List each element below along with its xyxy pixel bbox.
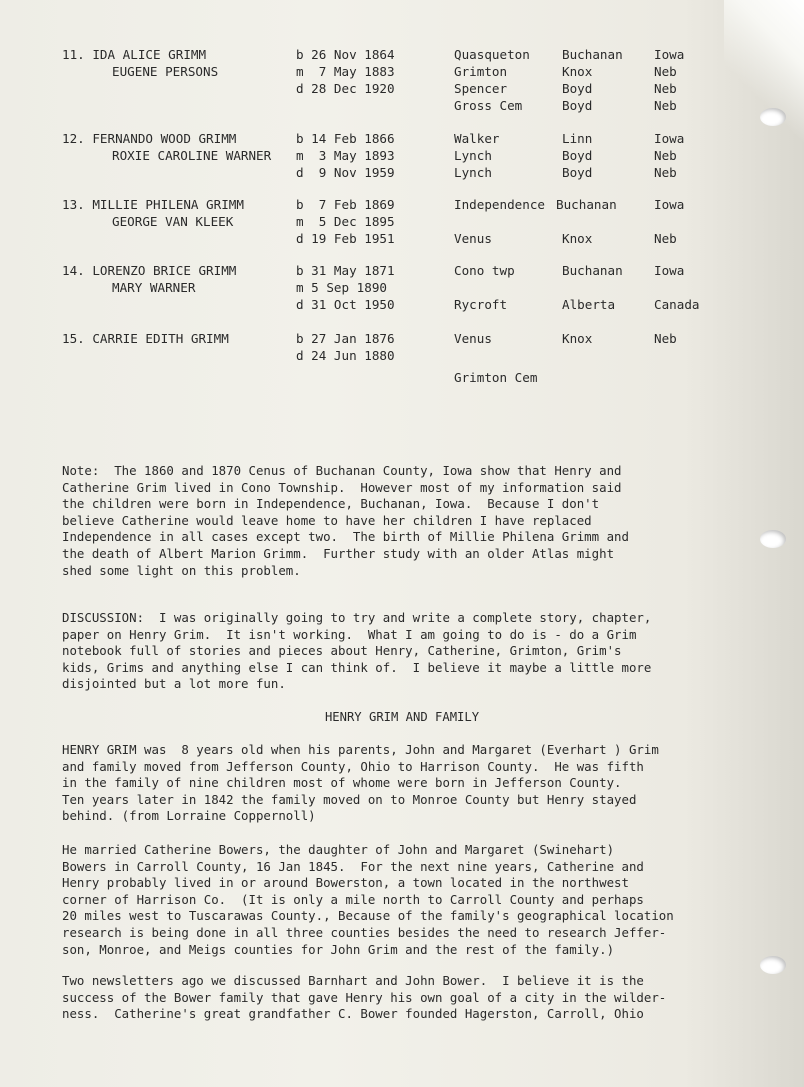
henry-paragraph-2: He married Catherine Bowers, the daughter of John and Margaret (Swinehart) Bowers in Carroll County, 16 Jan 1845. For the next nine years, Catherine and Henry probably lived in or around Bowerston, a town located in the northwest corner of Harrison Co. (It is only a mile north to Carroll County and perhaps 20 miles west to Tuscarawas County., Because of the family's geographical location research is being done in all three counties besides the need to research Jeffer- son, Monroe, and Meigs counties for John Grim and the rest of the family.)	[62, 842, 674, 957]
entry-name: 15. CARRIE EDITH GRIMM	[62, 331, 229, 346]
entry-place: Independence	[454, 197, 545, 212]
entry-county: Boyd	[562, 81, 593, 96]
entry-name: ROXIE CAROLINE WARNER	[112, 148, 272, 163]
entry-event: b 27 Jan 1876	[296, 331, 395, 346]
page-corner-curl	[724, 0, 804, 160]
entry-place: Grimton	[454, 64, 508, 79]
entry-event: d 28 Dec 1920	[296, 81, 395, 96]
entry-name: 12. FERNANDO WOOD GRIMM	[62, 131, 237, 146]
entry-place: Rycroft	[454, 297, 508, 312]
entry-place: Walker	[454, 131, 500, 146]
entry-state: Canada	[654, 297, 700, 312]
entry-county: Knox	[562, 231, 593, 246]
entry-name: 14. LORENZO BRICE GRIMM	[62, 263, 237, 278]
henry-paragraph-1: HENRY GRIM was 8 years old when his parents, John and Margaret (Everhart ) Grim and family moved from Jefferson County, Ohio to Harrison County. He was fifth in the family of nine children most of whome were born in Jefferson County. Ten years later in 1842 the family moved on to Monroe County but Henry stayed behind. (from Lorraine Coppernoll)	[62, 742, 659, 824]
binder-hole-bottom	[760, 956, 786, 974]
entry-event: b 31 May 1871	[296, 263, 395, 278]
entry-state: Iowa	[654, 131, 685, 146]
entry-county: Alberta	[562, 297, 616, 312]
entry-name: 11. IDA ALICE GRIMM	[62, 47, 207, 62]
entry-county: Knox	[562, 64, 593, 79]
entry-state: Neb	[654, 331, 677, 346]
entry-event: d 19 Feb 1951	[296, 231, 395, 246]
entry-county: Boyd	[562, 98, 593, 113]
henry-paragraph-3: Two newsletters ago we discussed Barnhart and John Bower. I believe it is the success of the Bower family that gave Henry his own goal of a city in the wilder- ness. Catherine's great grandfather C. Bower founded Hagerston, Carroll, Ohio	[62, 973, 667, 1022]
entry-place: Cono twp	[454, 263, 515, 278]
entry-event: d 24 Jun 1880	[296, 348, 395, 363]
entry-state: Neb	[654, 231, 677, 246]
entry-event: b 7 Feb 1869	[296, 197, 395, 212]
entry-state: Neb	[654, 64, 677, 79]
entry-event: m 5 Dec 1895	[296, 214, 395, 229]
entry-state: Iowa	[654, 263, 685, 278]
entry-event: b 14 Feb 1866	[296, 131, 395, 146]
entry-state: Neb	[654, 98, 677, 113]
binder-hole-top	[760, 108, 786, 126]
section-heading: HENRY GRIM AND FAMILY	[324, 710, 480, 724]
entry-state: Neb	[654, 81, 677, 96]
entry-county: Buchanan	[562, 47, 623, 62]
entry-state: Iowa	[654, 47, 685, 62]
entry-place: Lynch	[454, 148, 492, 163]
entry-place: Venus	[454, 331, 492, 346]
entry-event: d 9 Nov 1959	[296, 165, 395, 180]
entry-state: Iowa	[654, 197, 685, 212]
entry-name: EUGENE PERSONS	[112, 64, 219, 79]
entry-event: b 26 Nov 1864	[296, 47, 395, 62]
entry-name: GEORGE VAN KLEEK	[112, 214, 234, 229]
entry-place: Lynch	[454, 165, 492, 180]
entry-event: m 3 May 1893	[296, 148, 395, 163]
entry-county: Buchanan	[562, 263, 623, 278]
entry-county: Boyd	[562, 165, 593, 180]
entry-event: d 31 Oct 1950	[296, 297, 395, 312]
entry-place: Venus	[454, 231, 492, 246]
entry-name: MARY WARNER	[112, 280, 196, 295]
entry-county: Boyd	[562, 148, 593, 163]
entry-county: Buchanan	[556, 197, 617, 212]
entry-place: Spencer	[454, 81, 508, 96]
entry-place: Grimton Cem	[454, 370, 538, 385]
discussion-paragraph: DISCUSSION: I was originally going to try and write a complete story, chapter, paper on Henry Grim. It isn't working. What I am going to do is - do a Grim notebook full of stories and pieces about Henry, Catherine, Grimton, Grim's kids, Grims and anything else I can think of. I believe it maybe a little more disjointed but a lot more fun.	[62, 610, 652, 692]
entry-state: Neb	[654, 148, 677, 163]
entry-name: 13. MILLIE PHILENA GRIMM	[62, 197, 244, 212]
entry-state: Neb	[654, 165, 677, 180]
entry-event: m 5 Sep 1890	[296, 280, 387, 295]
entry-place: Quasqueton	[454, 47, 530, 62]
entry-county: Linn	[562, 131, 593, 146]
note-paragraph: Note: The 1860 and 1870 Cenus of Buchanan County, Iowa show that Henry and Catherine Grim lived in Cono Township. However most of my information said the children were born in Independence, Buchanan, Iowa. Because I don't believe Catherine would leave home to have her children I have replaced Independence in all cases except two. The birth of Millie Philena Grimm and the death of Albert Marion Grimm. Further study with an older Atlas might shed some light on this problem.	[62, 463, 629, 578]
entry-event: m 7 May 1883	[296, 64, 395, 79]
entry-place: Gross Cem	[454, 98, 523, 113]
entry-county: Knox	[562, 331, 593, 346]
